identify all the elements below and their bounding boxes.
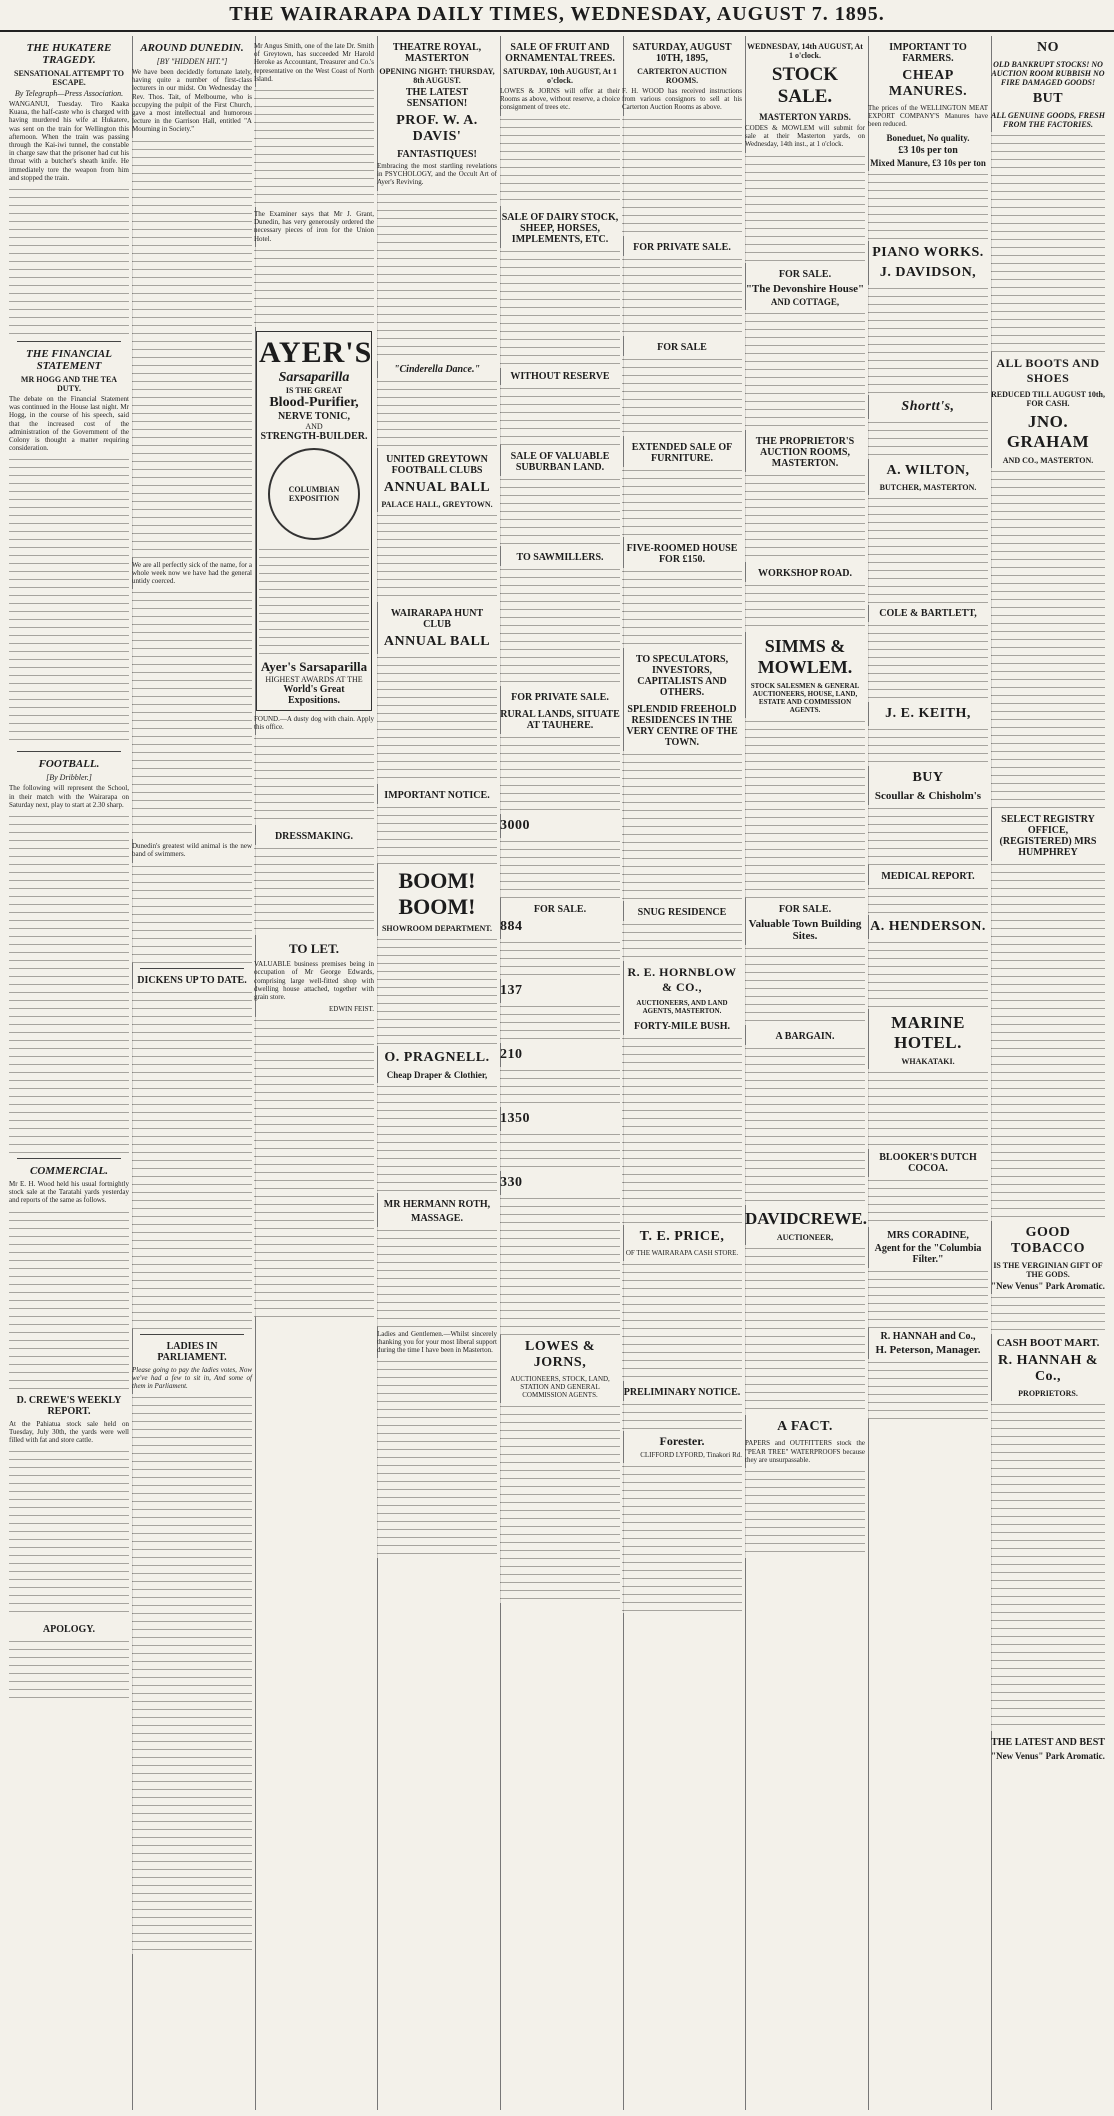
acres-137: 137 <box>500 982 523 998</box>
headline-preliminary: PRELIMINARY NOTICE. <box>623 1387 741 1399</box>
headline-keith: J. E. KEITH, <box>885 705 971 721</box>
headline-crewe-report: D. CREWE'S WEEKLY REPORT. <box>16 1394 122 1417</box>
ad-continuation <box>745 945 865 1025</box>
headline-ladies: LADIES IN PARLIAMENT. <box>157 1340 227 1363</box>
headline-hannah-8: R. HANNAH and Co., <box>880 1330 976 1342</box>
ad-continuation <box>500 1003 620 1043</box>
subhead-tea-duty: MR HOGG AND THE TEA DUTY. <box>20 375 118 394</box>
headline-coradine: MRS CORADINE, <box>887 1229 969 1241</box>
ad-continuation <box>500 476 620 546</box>
byline-hidden-hit: [BY "HIDDEN HIT."] <box>156 57 228 66</box>
article-continuation <box>9 1209 129 1389</box>
ad-continuation <box>991 132 1105 352</box>
ad-continuation <box>868 1069 988 1149</box>
article-continuation <box>9 456 129 746</box>
headline-marine-hotel: MARINE HOTEL. <box>891 1012 965 1052</box>
ad-continuation <box>868 726 988 766</box>
headline-wilton: A. WILTON, <box>886 462 970 478</box>
ad-continuation <box>500 116 620 206</box>
subhead-reduced: REDUCED TILL AUGUST 10th, FOR CASH. <box>991 390 1105 408</box>
ayers-advertisement <box>256 331 372 711</box>
column-7 <box>742 36 869 2110</box>
divider <box>17 341 121 342</box>
headline-theatre: THEATRE ROYAL, MASTERTON <box>392 42 482 64</box>
article-continuation <box>254 87 374 207</box>
ad-continuation <box>377 1227 497 1327</box>
headline-piano: PIANO WORKS. <box>872 244 984 260</box>
ad-continuation <box>745 1045 865 1205</box>
manure-price: £3 10s per ton <box>898 144 958 156</box>
headline-dairy-stock: SALE OF DAIRY STOCK, SHEEP, HORSES, IMPLEMENTS, ETC. <box>501 211 619 245</box>
headline-football-clubs: UNITED GREYTOWN FOOTBALL CLUBS <box>386 453 488 476</box>
exposition-seal-icon: COLUMBIAN EXPOSITION <box>268 448 360 540</box>
column-1 <box>6 36 133 2110</box>
ad-continuation <box>745 472 865 562</box>
ayers-sarsaparilla: Sarsaparilla <box>278 369 350 385</box>
column-6 <box>619 36 746 2110</box>
headline-for-sale-7b: FOR SALE. <box>778 904 832 916</box>
headline-for-sale-6: FOR SALE <box>657 341 707 353</box>
ad-continuation <box>868 495 988 605</box>
headline-annual-ball: ANNUAL BALL <box>383 479 491 495</box>
manure-mixed: Mixed Manure, £3 10s per ton <box>870 157 986 168</box>
headline-genuine: ALL GENUINE GOODS, FRESH FROM THE FACTORIES. <box>991 111 1105 129</box>
ad-continuation <box>868 622 988 702</box>
divider <box>140 968 244 969</box>
headline-simms-mowlem: SIMMS & MOWLEM. <box>757 635 853 677</box>
headline-private-sale-6: FOR PRIVATE SALE. <box>633 241 731 253</box>
ad-codes-mowlem: CODES & MOWLEM will submit for sale at their Masterton yards, on Wednesday, 14th inst., at 1 o'clock. <box>745 124 865 149</box>
headline-without-reserve: WITHOUT RESERVE <box>510 370 610 382</box>
headline-dressmaking: DRESSMAKING. <box>274 831 354 843</box>
acres-210: 210 <box>500 1046 523 1062</box>
acres-3000: 3000 <box>500 817 530 833</box>
ad-continuation <box>377 804 497 864</box>
headline-buy: BUY <box>912 769 944 785</box>
acres-1350: 1350 <box>500 1110 530 1126</box>
headline-davidson: J. DAVIDSON, <box>879 264 977 280</box>
newspaper-title: THE WAIRARAPA DAILY TIMES, WEDNESDAY, AUGUST 7. 1895. <box>229 3 885 25</box>
headline-commercial: COMMERCIAL. <box>30 1165 108 1178</box>
subhead-showroom: SHOWROOM DEPARTMENT. <box>381 923 493 933</box>
notice-continuation <box>254 845 374 935</box>
subhead-butcher: BUTCHER, MASTERTON. <box>879 482 977 492</box>
headline-hunt-club: WAIRARAPA HUNT CLUB <box>390 607 484 630</box>
article-crewe-report: At the Pahiatua stock sale held on Tuesday, July 30th, the yards were well filled with fat and store cattle. <box>9 1419 129 1445</box>
headline-forty-mile: FORTY-MILE BUSH. <box>634 1021 730 1033</box>
headline-football: FOOTBALL. <box>38 758 100 771</box>
headline-financial: THE FINANCIAL STATEMENT <box>26 348 112 373</box>
article-continuation <box>9 1638 129 1698</box>
ad-continuation <box>868 885 988 915</box>
subhead-graham: AND CO., MASTERTON. <box>1002 456 1094 465</box>
notice-premises: VALUABLE business premises being in occupation of Mr George Edwards, comprising large well-fitted shop with dwelling house attached, together with grain store. <box>254 960 374 1002</box>
notice-ladies-gentlemen: Ladies and Gentlemen.—Whilst sincerely thanking you for your most liberal support during the time I have been in Masterton. <box>377 1329 497 1355</box>
subhead-auctioneer: AUCTIONEER, <box>776 1233 834 1243</box>
poem-ladies: Please going to pay the ladies votes, Now we've had a few to sit in, And some of them in Parliament. <box>132 1365 252 1391</box>
ad-davis: Embracing the most startling revelations in PSYCHOLOGY, and the Occult Art of Ayer's Reviving. <box>377 162 497 187</box>
ayers-tagline-3: NERVE TONIC, <box>277 410 351 422</box>
ad-continuation <box>868 1177 988 1227</box>
headline-workshop: WORKSHOP ROAD. <box>758 567 852 579</box>
subhead-cottage: AND COTTAGE, <box>770 296 840 307</box>
manure-bonedust: Boneduet, No quality. <box>886 132 970 143</box>
ad-continuation <box>991 1401 1105 1731</box>
headline-price: T. E. PRICE, <box>639 1229 725 1245</box>
ad-continuation <box>991 1294 1105 1334</box>
headline-bargain: A BARGAIN. <box>775 1031 835 1043</box>
ayers-tagline-1: IS THE GREAT <box>285 385 343 395</box>
ad-continuation <box>745 153 865 263</box>
article-continuation <box>9 813 129 1153</box>
column-4 <box>374 36 501 2110</box>
simms-desc: STOCK SALESMEN & GENERAL AUCTIONEERS, HOUSE, LAND, ESTATE AND COMMISSION AGENTS. <box>750 681 860 715</box>
ad-continuation <box>745 582 865 632</box>
ad-fruit-trees: LOWES & JORNS will offer at their Rooms as above, without reserve, a choice consignment of trees etc. <box>500 87 620 112</box>
headline-for-sale-7: FOR SALE. <box>778 268 832 280</box>
headline-rural-lands: RURAL LANDS, SITUATE AT TAUHERE. <box>500 708 620 731</box>
column-area <box>6 36 1108 2110</box>
subhead-palace-hall: PALACE HALL, GREYTOWN. <box>381 499 493 509</box>
ad-continuation <box>500 1067 620 1107</box>
ad-continuation <box>868 1268 988 1328</box>
ad-continuation <box>377 378 497 448</box>
ad-continuation <box>500 734 620 814</box>
ayers-brand: AYER'S <box>259 335 373 369</box>
headline-but: BUT <box>1032 91 1064 106</box>
ad-continuation <box>377 512 497 602</box>
ad-continuation <box>745 1245 865 1415</box>
article-examiner: The Examiner says that Mr J. Grant, Dunedin, has very generously ordered the necessary pieces of iron for the Union Hotel. <box>254 210 374 243</box>
headline-new-venus: "New Venus" Park Aromatic. <box>991 1281 1105 1291</box>
subhead-draper: Cheap Draper & Clothier, <box>386 1069 488 1080</box>
byline: By Telegraph—Press Association. <box>14 89 124 98</box>
headline-auction-rooms: THE PROPRIETOR'S AUCTION ROOMS, MASTERTON. <box>755 435 855 469</box>
headline-five-roomed: FIVE-ROOMED HOUSE FOR £150. <box>626 542 738 565</box>
column-5 <box>497 36 624 2110</box>
column-8 <box>865 36 992 2110</box>
article-hukatere: WANGANUI, Tuesday. Tiro Kaaka Kuaua, the half-caste who is charged with having murdered his wife at Hukatere, was sent on the train for Wellington this afternoon. When the train was passing through the Kai-iwi tunnel, the constable in charge saw that the prisoner had cut his throat with a butcher's sheath knife. He immediately tore the weapon from him and stopped the train. <box>9 100 129 182</box>
divider <box>17 751 121 752</box>
headline-sawmillers: TO SAWMILLERS. <box>516 551 604 563</box>
ad-continuation <box>622 921 742 961</box>
ayers-expositions: World's Great Expositions. <box>283 683 345 706</box>
divider <box>140 1334 244 1335</box>
poem-continuation <box>132 1394 252 1954</box>
price-desc: OF THE WAIRARAPA CASH STORE. <box>625 1249 739 1258</box>
headline-columbia-filter: Agent for the "Columbia Filter." <box>874 1242 982 1265</box>
article-continuation <box>132 863 252 963</box>
ad-continuation <box>377 936 497 1046</box>
article-commercial: Mr E. H. Wood held his usual fortnightly stock sale at the Taratahi yards yesterday and reports of the same as follows. <box>9 1180 129 1205</box>
ad-continuation <box>991 861 1105 1221</box>
headline-saturday-sale: SATURDAY, AUGUST 10TH, 1895, <box>632 42 732 64</box>
headline-blooker: BLOOKER'S DUTCH COCOA. <box>879 1151 977 1174</box>
headline-roth: MR HERMANN ROTH, <box>383 1198 491 1210</box>
subhead-escape: SENSATIONAL ATTEMPT TO ESCAPE. <box>14 69 124 87</box>
headline-furniture: EXTENDED SALE OF FURNITURE. <box>631 441 733 464</box>
ad-continuation <box>500 248 620 368</box>
headline-residences: SPLENDID FREEHOLD RESIDENCES IN THE VERY CENTRE OF THE TOWN. <box>626 703 738 748</box>
headline-boots-shoes: ALL BOOTS AND SHOES <box>996 356 1100 385</box>
ad-continuation <box>868 419 988 459</box>
headline-stock-sale: STOCK SALE. <box>771 64 839 107</box>
divider <box>17 1158 121 1159</box>
headline-to-let: TO LET. <box>288 941 340 957</box>
article-dunedin: We have been decidedly fortunate lately, having quite a number of first-class lecturers in our midst. On Wednesday the Rev. Thos. Tait, of Melbourne, who is occupying the pulpit of the First Church, gave a most intellectual and humorous lecture in the Garrison Hall, entitled "A Mourning in Society." <box>132 68 252 134</box>
acres-884: 884 <box>500 918 523 934</box>
ayers-tagline-4: AND <box>305 421 323 431</box>
ad-continuation <box>868 285 988 395</box>
ad-continuation <box>622 116 742 236</box>
notice-found: FOUND.—A dusty dog with chain. Apply this office. <box>254 714 374 732</box>
ad-continuation <box>500 939 620 979</box>
article-continuation <box>132 138 252 558</box>
acres-330: 330 <box>500 1174 523 1190</box>
headline-dunedin: AROUND DUNEDIN. <box>140 42 244 54</box>
ad-continuation <box>377 1083 497 1193</box>
headline-sensation: THE LATEST SENSATION! <box>405 87 469 109</box>
ayers-awards: HIGHEST AWARDS AT THE <box>265 674 363 684</box>
headline-scoullar: Scoullar & Chisholm's <box>874 789 982 802</box>
headline-davidcrewe: DAVIDCREWE. <box>745 1209 868 1229</box>
ad-continuation <box>377 1358 497 1558</box>
ad-continuation <box>745 1468 865 1558</box>
notice-continuation <box>254 1017 374 1317</box>
headline-fruit-trees: SALE OF FRUIT AND ORNAMENTAL TREES. <box>505 42 615 64</box>
headline-tobacco: GOOD TOBACCO <box>1010 1225 1086 1256</box>
ad-continuation <box>500 385 620 445</box>
headline-lowes-jorns: LOWES & JORNS, <box>524 1338 595 1370</box>
ad-continuation <box>622 256 742 336</box>
headline-important-notice: IMPORTANT NOTICE. <box>384 789 490 801</box>
article-angus-smith: Mr Angus Smith, one of the late Dr. Smith of Greytown, has succeeded Mr Harold Heroke as Accountant, Treasurer and Co.'s representative on the West Coast of North Island. <box>254 42 374 83</box>
ad-wood: F. H. WOOD has received instructions from various consignors to sell at his Carterton Auction Rooms as above. <box>622 87 742 112</box>
ad-continuation <box>500 1195 620 1335</box>
ad-continuation <box>622 1401 742 1431</box>
lowes-jorns-desc: AUCTIONEERS, STOCK, LAND, STATION AND GENERAL COMMISSION AGENTS. <box>510 1374 610 1400</box>
headline-speculators: TO SPECULATORS, INVESTORS, CAPITALISTS AND OTHERS. <box>635 653 729 698</box>
subhead-tobacco: IS THE VERGINIAN GIFT OF THE GODS. <box>993 1261 1103 1279</box>
headline-town-sites: Valuable Town Building Sites. <box>748 918 862 943</box>
headline-apology: APOLOGY. <box>42 1624 96 1636</box>
ayers-tagline-5: STRENGTH-BUILDER. <box>260 430 368 442</box>
headline-for-sale: FOR SALE. <box>533 903 587 915</box>
headline-medical: MEDICAL REPORT. <box>881 870 975 882</box>
headline-farmers: IMPORTANT TO FARMERS. <box>889 42 967 64</box>
headline-hunt-ball: ANNUAL BALL <box>383 633 491 649</box>
ad-continuation <box>745 718 865 898</box>
headline-cinderella: "Cinderella Dance." <box>393 363 481 375</box>
headline-dickens: DICKENS UP TO DATE. <box>137 974 247 986</box>
subhead-fruit-date: SATURDAY, 10th AUGUST, At 1 o'clock. <box>503 67 617 85</box>
ad-continuation <box>868 805 988 865</box>
ad-pear-tree: PAPERS and OUTFITTERS stock the "PEAR TREE" WATERPROOFS because they are unsurpassable. <box>745 1439 865 1464</box>
headline-davis: PROF. W. A. DAVIS' <box>396 113 478 144</box>
ad-continuation <box>868 1359 988 1419</box>
subhead-yards: MASTERTON YARDS. <box>759 112 851 122</box>
ad-manures: The prices of the WELLINGTON MEAT EXPORT COMPANY'S Manures have been reduced. <box>868 104 988 129</box>
ad-continuation <box>622 467 742 537</box>
headline-graham: JNO. GRAHAM <box>1006 412 1090 451</box>
ad-continuation <box>622 1463 742 1613</box>
ad-continuation <box>868 171 988 241</box>
ad-continuation <box>500 1131 620 1171</box>
article-dunedin-2: We are all perfectly sick of the name, for a whole week now we have had the general untidy coerced. <box>132 560 252 586</box>
ad-continuation <box>377 654 497 784</box>
headline-no-stocks: OLD BANKRUPT STOCKS! NO AUCTION ROOM RUBBISH NO FIRE DAMAGED GOODS! <box>991 60 1105 87</box>
headline-massage: MASSAGE. <box>411 1212 463 1224</box>
subhead-opening: OPENING NIGHT: THURSDAY, 8th AUGUST. <box>379 67 495 85</box>
ad-continuation <box>745 310 865 430</box>
column-2 <box>129 36 256 2110</box>
headline-hukatere: THE HUKATERE TRAGEDY. <box>26 42 112 66</box>
ad-continuation <box>500 566 620 686</box>
byline-dribbler: [By Dribbler.] <box>46 773 92 783</box>
ayers-brand-2: Ayer's Sarsaparilla <box>260 658 368 674</box>
headline-shortts: Shortt's, <box>901 398 955 414</box>
article-continuation <box>254 247 374 327</box>
ayers-tagline-2: Blood-Purifier, <box>269 394 359 410</box>
headline-peterson: H. Peterson, Manager. <box>875 1343 981 1356</box>
ad-continuation <box>500 838 620 898</box>
article-continuation <box>132 989 252 1329</box>
ad-continuation <box>868 939 988 1009</box>
column-9 <box>988 36 1108 2110</box>
headline-private-sale: FOR PRIVATE SALE. <box>511 691 609 703</box>
signature-feist: EDWIN FEIST. <box>329 1005 374 1014</box>
signature-lyford: CLIFFORD LYFORD, Tinakori Rd. <box>640 1451 742 1460</box>
headline-fact: A FACT. <box>777 1419 833 1435</box>
notice-continuation <box>254 735 374 825</box>
ad-continuation <box>622 356 742 436</box>
headline-hannah: R. HANNAH & Co., <box>998 1353 1098 1384</box>
headline-boom: BOOM! BOOM! <box>398 867 476 919</box>
headline-snug: SNUG RESIDENCE <box>637 906 727 918</box>
ad-continuation <box>622 751 742 901</box>
headline-forester: Forester. <box>659 1434 705 1449</box>
hornblow-desc: AUCTIONEERS, AND LAND AGENTS, MASTERTON. <box>636 998 728 1015</box>
masthead <box>0 0 1114 32</box>
ad-continuation <box>622 1035 742 1225</box>
subhead-wednesday: WEDNESDAY, 14th AUGUST, At 1 o'clock. <box>747 42 863 60</box>
headline-hornblow: R. E. HORNBLOW & CO., <box>627 964 737 994</box>
subhead-whakataki: WHAKATAKI. <box>901 1056 955 1066</box>
ad-continuation <box>377 191 497 361</box>
ad-continuation <box>991 468 1105 808</box>
article-football: The following will represent the School, in their match with the Wairarapa on Saturday next, play to start at 2.30 sharp. <box>9 784 129 809</box>
headline-cole-bartlett: COLE & BARTLETT, <box>879 607 977 619</box>
headline-no: NO <box>1037 40 1059 55</box>
article-continuation <box>9 1448 129 1618</box>
ayers-body-text <box>259 546 369 656</box>
article-continuation <box>132 589 252 839</box>
headline-latest-best: THE LATEST AND BEST <box>991 1737 1105 1748</box>
subhead-proprietors: PROPRIETORS. <box>1018 1389 1078 1398</box>
headline-cash-boot: CASH BOOT MART. <box>996 1337 1100 1349</box>
headline-registry: SELECT REGISTRY OFFICE, (REGISTERED) MRS HUMPHREY <box>999 814 1097 858</box>
article-dunedin-3: Dunedin's greatest wild animal is the new band of swimmers. <box>132 842 252 859</box>
headline-new-venus-2: "New Venus" Park Aromatic. <box>991 1751 1105 1761</box>
headline-devonshire: "The Devonshire House" <box>745 282 865 295</box>
headline-fantastiques: FANTASTIQUES! <box>397 149 477 160</box>
headline-manures: CHEAP MANURES. <box>888 68 968 99</box>
ad-continuation <box>500 1403 620 1603</box>
headline-suburban-land: SALE OF VALUABLE SUBURBAN LAND. <box>510 450 610 473</box>
headline-pragnell: O. PRAGNELL. <box>384 1049 490 1065</box>
article-continuation <box>9 186 129 336</box>
ad-continuation <box>622 568 742 648</box>
subhead-carterton-rooms: CARTERTON AUCTION ROOMS. <box>637 67 727 85</box>
headline-henderson: A. HENDERSON. <box>870 918 986 934</box>
column-3 <box>251 36 378 2110</box>
article-financial: The debate on the Financial Statement was continued in the House last night. Mr Hogg, in the course of his speech, said that the increased cost of the administration of the Government of the Colony is thought a matter requiring consideration. <box>9 395 129 453</box>
ad-continuation <box>622 1261 742 1381</box>
